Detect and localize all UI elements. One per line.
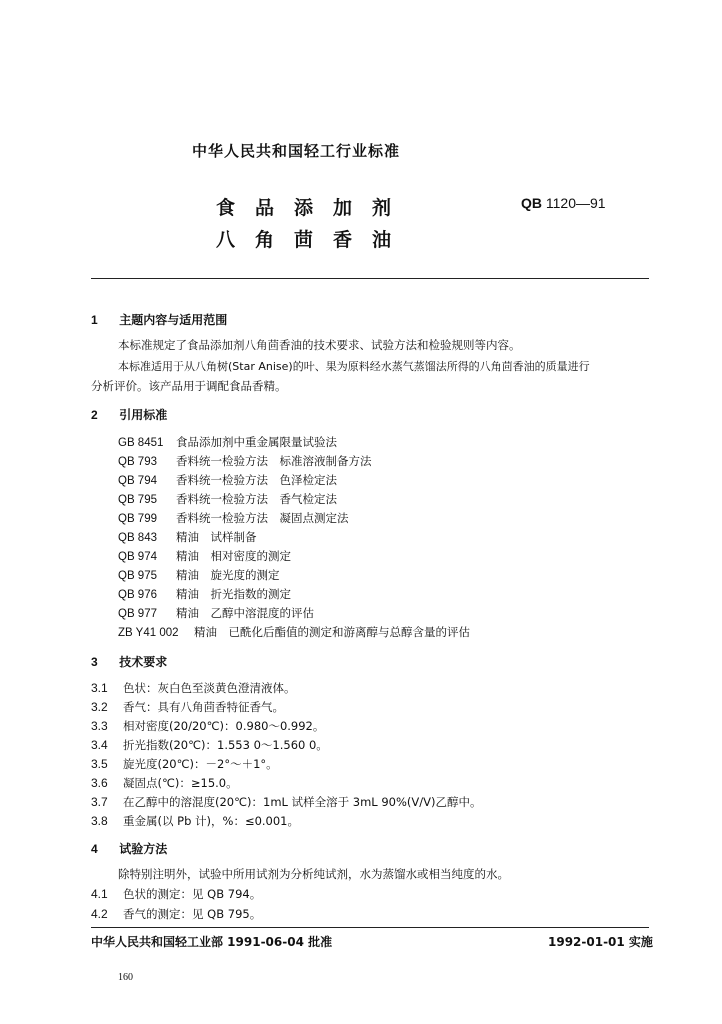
ref-item: [118, 586, 291, 602]
ref-code: QB 974: [118, 551, 157, 563]
item-number: 4.1: [91, 887, 108, 901]
section-4-title: 试验方法: [119, 842, 168, 856]
ref-item: [118, 472, 337, 488]
ref-code: QB 793: [118, 456, 157, 468]
ref-item: [118, 624, 470, 640]
ref-text: 精油 乙醇中溶混度的评估: [176, 606, 314, 620]
ref-text: 香料统一检验方法 色泽检定法: [176, 473, 337, 487]
approval-line: 中华人民共和国轻工业部 1991-06-04 批准: [91, 935, 333, 949]
ref-text: 精油 相对密度的测定: [176, 549, 291, 563]
section-1-heading: [91, 311, 227, 328]
item-number: 3.7: [91, 795, 108, 809]
ref-item: [118, 567, 280, 583]
ref-text: 香料统一检验方法 凝固点测定法: [176, 511, 349, 525]
item-text: 在乙醇中的溶混度(20℃)：1mL 试样全溶于 3mL 90%(V/V)乙醇中。: [123, 795, 482, 809]
ref-item: [118, 605, 314, 621]
ref-item: [118, 453, 372, 469]
requirement-item: [91, 775, 238, 791]
ref-text: 香料统一检验方法 标准溶液制备方法: [176, 454, 372, 468]
item-number: 3.3: [91, 719, 108, 733]
ref-item: [118, 434, 337, 450]
item-text: 凝固点(℃)：≥15.0。: [123, 776, 238, 790]
requirement-item: [91, 699, 284, 715]
ref-code: QB 977: [118, 608, 157, 620]
section-3-title: 技术要求: [119, 655, 168, 669]
standard-title-line2: 八角茴香油: [216, 229, 412, 251]
item-text: 旋光度(20℃)：－2°～＋1°。: [123, 757, 278, 771]
requirement-item: [91, 680, 296, 696]
ref-text: 食品添加剂中重金属限量试验法: [176, 435, 337, 449]
ref-item: [118, 510, 349, 526]
section-1-para2-line1: 本标准适用于从八角树(Star Anise)的叶、果为原料经水蒸气蒸馏法所得的八角茴香油的质量进行: [118, 360, 590, 373]
section-3-number: 3: [91, 655, 98, 669]
section-4-number: 4: [91, 842, 98, 856]
item-text: 香气：具有八角茴香特征香气。: [123, 700, 284, 714]
ref-text: 精油 已酰化后酯值的测定和游离醇与总醇含量的评估: [194, 625, 470, 639]
method-item: [91, 886, 261, 902]
ref-text: 香料统一检验方法 香气检定法: [176, 492, 337, 506]
standard-code-number: 1120—91: [545, 195, 606, 211]
item-number: 3.2: [91, 700, 108, 714]
section-4-heading: [91, 840, 167, 857]
ref-code: QB 794: [118, 475, 157, 487]
item-text: 重金属(以 Pb 计)，%：≤0.001。: [123, 814, 300, 828]
section-1-para2-line2: 分析评价。该产品用于调配食品香精。: [91, 379, 287, 393]
section-1-para1: 本标准规定了食品添加剂八角茴香油的技术要求、试验方法和检验规则等内容。: [118, 338, 521, 352]
ref-code: QB 843: [118, 532, 157, 544]
standard-code: [521, 195, 606, 211]
ref-code: GB 8451: [118, 437, 164, 449]
ref-code: QB 975: [118, 570, 157, 582]
ref-text: 精油 旋光度的测定: [176, 568, 280, 582]
ref-code: QB 799: [118, 513, 157, 525]
ref-text: 精油 试样制备: [176, 530, 257, 544]
method-item: [91, 906, 261, 922]
item-number: 3.4: [91, 738, 108, 752]
page-number: 160: [118, 972, 133, 983]
header-divider: [91, 278, 649, 279]
ref-item: [118, 548, 291, 564]
item-text: 香气的测定：见 QB 795。: [123, 907, 262, 921]
item-number: 4.2: [91, 907, 108, 921]
item-number: 3.5: [91, 757, 108, 771]
section-2-title: 引用标准: [119, 408, 168, 422]
item-text: 折光指数(20℃)：1.553 0～1.560 0。: [123, 738, 328, 752]
implementation-date: 1992-01-01 实施: [548, 935, 653, 949]
requirement-item: [91, 756, 278, 772]
requirement-item: [91, 718, 324, 734]
ref-code: QB 976: [118, 589, 157, 601]
ref-code: ZB Y41 002: [118, 627, 179, 639]
section-1-number: 1: [91, 313, 98, 327]
section-3-heading: [91, 653, 167, 670]
item-text: 色状的测定：见 QB 794。: [123, 887, 262, 901]
item-number: 3.6: [91, 776, 108, 790]
footer-divider: [91, 927, 649, 928]
section-1-title: 主题内容与适用范围: [119, 313, 228, 327]
issuing-organization: 中华人民共和国轻工行业标准: [192, 142, 401, 160]
section-2-number: 2: [91, 408, 98, 422]
requirement-item: [91, 794, 481, 810]
ref-item: [118, 491, 337, 507]
item-text: 色状：灰白色至淡黄色澄清液体。: [123, 681, 296, 695]
item-number: 3.8: [91, 814, 108, 828]
section-4-para: 除特别注明外，试验中所用试剂为分析纯试剂，水为蒸馏水或相当纯度的水。: [118, 867, 509, 881]
section-2-heading: [91, 406, 167, 423]
ref-item: [118, 529, 257, 545]
standard-title-line1: 食品添加剂: [216, 197, 412, 219]
item-number: 3.1: [91, 681, 108, 695]
item-text: 相对密度(20/20℃)：0.980～0.992。: [123, 719, 325, 733]
requirement-item: [91, 813, 299, 829]
ref-code: QB 795: [118, 494, 157, 506]
standard-code-prefix: QB: [521, 195, 542, 211]
requirement-item: [91, 737, 328, 753]
ref-text: 精油 折光指数的测定: [176, 587, 291, 601]
